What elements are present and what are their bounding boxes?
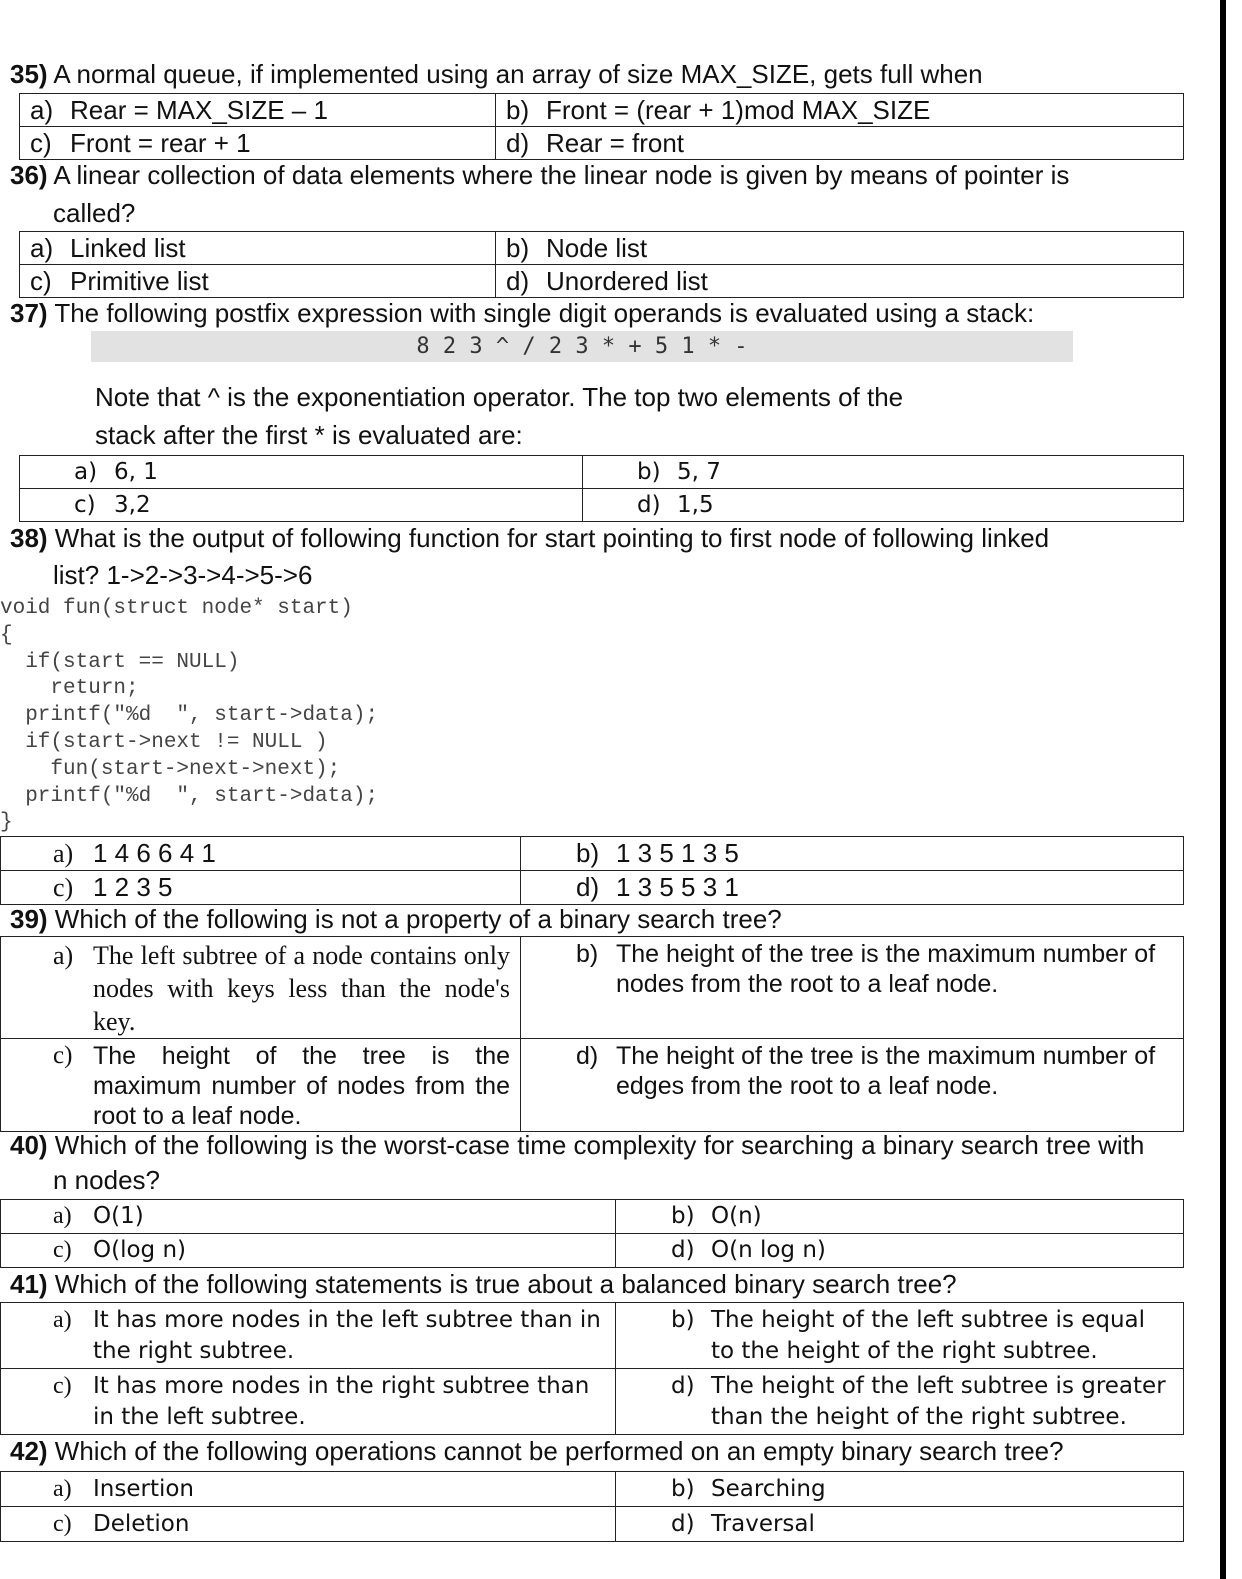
question-number: 40) (10, 1130, 48, 1160)
option-text: 1 2 3 5 (93, 872, 173, 902)
option-text: 3,2 (114, 492, 151, 518)
option-b[interactable] (521, 837, 1184, 871)
option-b[interactable] (616, 1472, 1184, 1507)
question-number: 35) (10, 59, 48, 89)
option-text: Front = (rear + 1)mod MAX_SIZE (546, 95, 931, 125)
option-text: Insertion (93, 1476, 195, 1502)
option-text: O(n log n) (711, 1237, 826, 1263)
option-b[interactable] (496, 232, 1184, 265)
option-d[interactable] (496, 265, 1184, 298)
option-d[interactable] (521, 871, 1184, 905)
question-text: Which of the following operations cannot be performed on an empty binary search tree? (47, 1436, 1064, 1466)
option-text: The height of the tree is the maximum number of nodes from the root to a leaf node. (93, 1042, 510, 1130)
option-label: a) (53, 839, 74, 868)
option-label: a) (30, 95, 54, 125)
option-c[interactable] (1, 1039, 521, 1132)
option-a[interactable] (20, 94, 496, 127)
option-text: 1 4 6 6 4 1 (93, 838, 216, 868)
option-a[interactable] (20, 232, 496, 265)
question-text-continued: called? (53, 198, 136, 228)
option-text: Rear = front (546, 128, 685, 158)
code-snippet: void fun(struct node* start) { if(start == NULL) return; printf("%d ", start->data); if(start->next != NULL ) fun(start->next->next); printf("%d ", start->data); } (0, 597, 379, 835)
option-text: 1 3 5 5 3 1 (616, 872, 739, 902)
option-c[interactable] (20, 127, 496, 160)
option-text: O(1) (93, 1203, 144, 1229)
question-42 (10, 1434, 1064, 1468)
question-37 (10, 296, 1034, 330)
question-35 (10, 57, 983, 91)
option-label: d) (506, 128, 530, 158)
option-text: 1,5 (677, 492, 714, 518)
option-label: a) (30, 233, 54, 263)
option-c[interactable] (20, 489, 583, 522)
option-label: b) (671, 1203, 695, 1229)
option-text: It has more nodes in the right subtree than in the left subtree. (93, 1373, 590, 1430)
question-text-continued: n nodes? (53, 1165, 160, 1195)
options-table-35 (19, 93, 1184, 160)
option-label: b) (671, 1307, 695, 1333)
option-text: O(log n) (93, 1237, 186, 1263)
question-36 (10, 158, 1069, 230)
option-text: Unordered list (546, 266, 708, 296)
option-label: b) (506, 233, 530, 263)
option-text: 6, 1 (114, 459, 158, 485)
option-text: Primitive list (70, 266, 209, 296)
page-edge-bar (1220, 0, 1226, 1579)
question-text: What is the output of following function for start pointing to first node of following linked (47, 523, 1050, 553)
option-b[interactable] (583, 456, 1184, 489)
option-label: a) (53, 1203, 72, 1229)
option-text: The height of the left subtree is greater than the height of the right subtree. (711, 1373, 1166, 1430)
option-text: Front = rear + 1 (70, 128, 251, 158)
option-c[interactable] (1, 1234, 616, 1268)
question-41 (10, 1267, 957, 1301)
options-table-42 (0, 1471, 1184, 1542)
option-label: c) (53, 1237, 72, 1263)
option-label: a) (53, 941, 74, 970)
options-table-36 (19, 231, 1184, 298)
option-text: Node list (546, 233, 648, 263)
option-label: b) (576, 838, 600, 868)
option-b[interactable] (616, 1200, 1184, 1234)
option-d[interactable] (616, 1369, 1184, 1435)
option-label: b) (506, 95, 530, 125)
options-table-40 (0, 1199, 1184, 1268)
option-label: a) (53, 1307, 72, 1333)
option-d[interactable] (616, 1234, 1184, 1268)
question-number: 42) (10, 1436, 48, 1466)
option-a[interactable] (20, 456, 583, 489)
option-text: Rear = MAX_SIZE – 1 (70, 95, 328, 125)
option-a[interactable] (1, 837, 521, 871)
postfix-expression: 8 2 3 ^ / 2 3 * + 5 1 * - (91, 331, 1073, 362)
option-a[interactable] (1, 937, 521, 1039)
question-text: Which of the following is not a property of a binary search tree? (47, 904, 782, 934)
question-number: 36) (10, 160, 48, 190)
option-d[interactable] (616, 1507, 1184, 1542)
option-label: d) (671, 1373, 695, 1399)
option-label: b) (637, 459, 661, 485)
option-b[interactable] (521, 937, 1184, 1039)
option-text: O(n) (711, 1203, 762, 1229)
question-text: Which of the following statements is true about a balanced binary search tree? (47, 1269, 957, 1299)
question-number: 37) (10, 298, 48, 328)
question-text: Which of the following is the worst-case time complexity for searching a binary search tree with (47, 1130, 1145, 1160)
option-c[interactable] (1, 871, 521, 905)
question-38 (10, 521, 1049, 592)
option-label: d) (671, 1237, 695, 1263)
option-d[interactable] (583, 489, 1184, 522)
option-text: The height of the tree is the maximum number of edges from the root to a leaf node. (616, 1042, 1156, 1100)
option-label: c) (30, 266, 52, 296)
option-label: d) (506, 266, 530, 296)
option-text: The left subtree of a node contains only nodes with keys less than the node's key. (93, 941, 510, 1036)
question-number: 41) (10, 1269, 48, 1299)
option-text: 1 3 5 1 3 5 (616, 838, 739, 868)
options-table-41 (0, 1302, 1184, 1435)
option-text: The height of the left subtree is equal to the height of the right subtree. (711, 1307, 1146, 1364)
option-label: d) (576, 1042, 599, 1070)
option-label: b) (671, 1476, 695, 1502)
question-text: A normal queue, if implemented using an array of size MAX_SIZE, gets full when (47, 59, 983, 89)
option-a[interactable] (1, 1472, 616, 1507)
option-text: Traversal (711, 1511, 815, 1537)
option-a[interactable] (1, 1200, 616, 1234)
option-d[interactable] (496, 127, 1184, 160)
option-label: a) (74, 459, 98, 485)
options-table-38 (0, 836, 1184, 905)
option-d[interactable] (521, 1039, 1184, 1132)
option-a[interactable] (1, 1303, 616, 1369)
option-label: d) (671, 1511, 695, 1537)
option-c[interactable] (20, 265, 496, 298)
question-number: 39) (10, 904, 48, 934)
option-text: 5, 7 (677, 459, 721, 485)
question-text: The following postfix expression with single digit operands is evaluated using a stack: (47, 298, 1035, 328)
question-text-continued: list? 1->2->3->4->5->6 (53, 560, 313, 590)
note-line-2: stack after the first * is evaluated are: (95, 420, 523, 450)
option-label: a) (53, 1476, 72, 1502)
option-text: Deletion (93, 1511, 190, 1537)
option-label: d) (637, 492, 661, 518)
option-label: c) (53, 1511, 72, 1537)
option-c[interactable] (1, 1507, 616, 1542)
option-text: Searching (711, 1476, 826, 1502)
note-line-1: Note that ^ is the exponentiation operator. The top two elements of the (95, 382, 904, 412)
option-label: c) (53, 873, 74, 902)
option-text: The height of the tree is the maximum number of nodes from the root to a leaf node. (616, 940, 1156, 998)
option-label: c) (30, 128, 52, 158)
options-table-37 (19, 455, 1184, 522)
question-number: 38) (10, 523, 48, 553)
question-39 (10, 902, 782, 936)
option-b[interactable] (616, 1303, 1184, 1369)
option-label: b) (576, 940, 599, 968)
option-b[interactable] (496, 94, 1184, 127)
options-table-39 (0, 936, 1184, 1132)
option-label: c) (53, 1042, 73, 1069)
option-label: c) (53, 1373, 72, 1399)
option-text: It has more nodes in the left subtree than in the right subtree. (93, 1307, 601, 1364)
option-label: c) (74, 492, 96, 518)
option-label: d) (576, 872, 600, 902)
option-text: Linked list (70, 233, 186, 263)
question-text: A linear collection of data elements where the linear node is given by means of pointer is (47, 160, 1070, 190)
question-40 (10, 1128, 1144, 1197)
option-c[interactable] (1, 1369, 616, 1435)
